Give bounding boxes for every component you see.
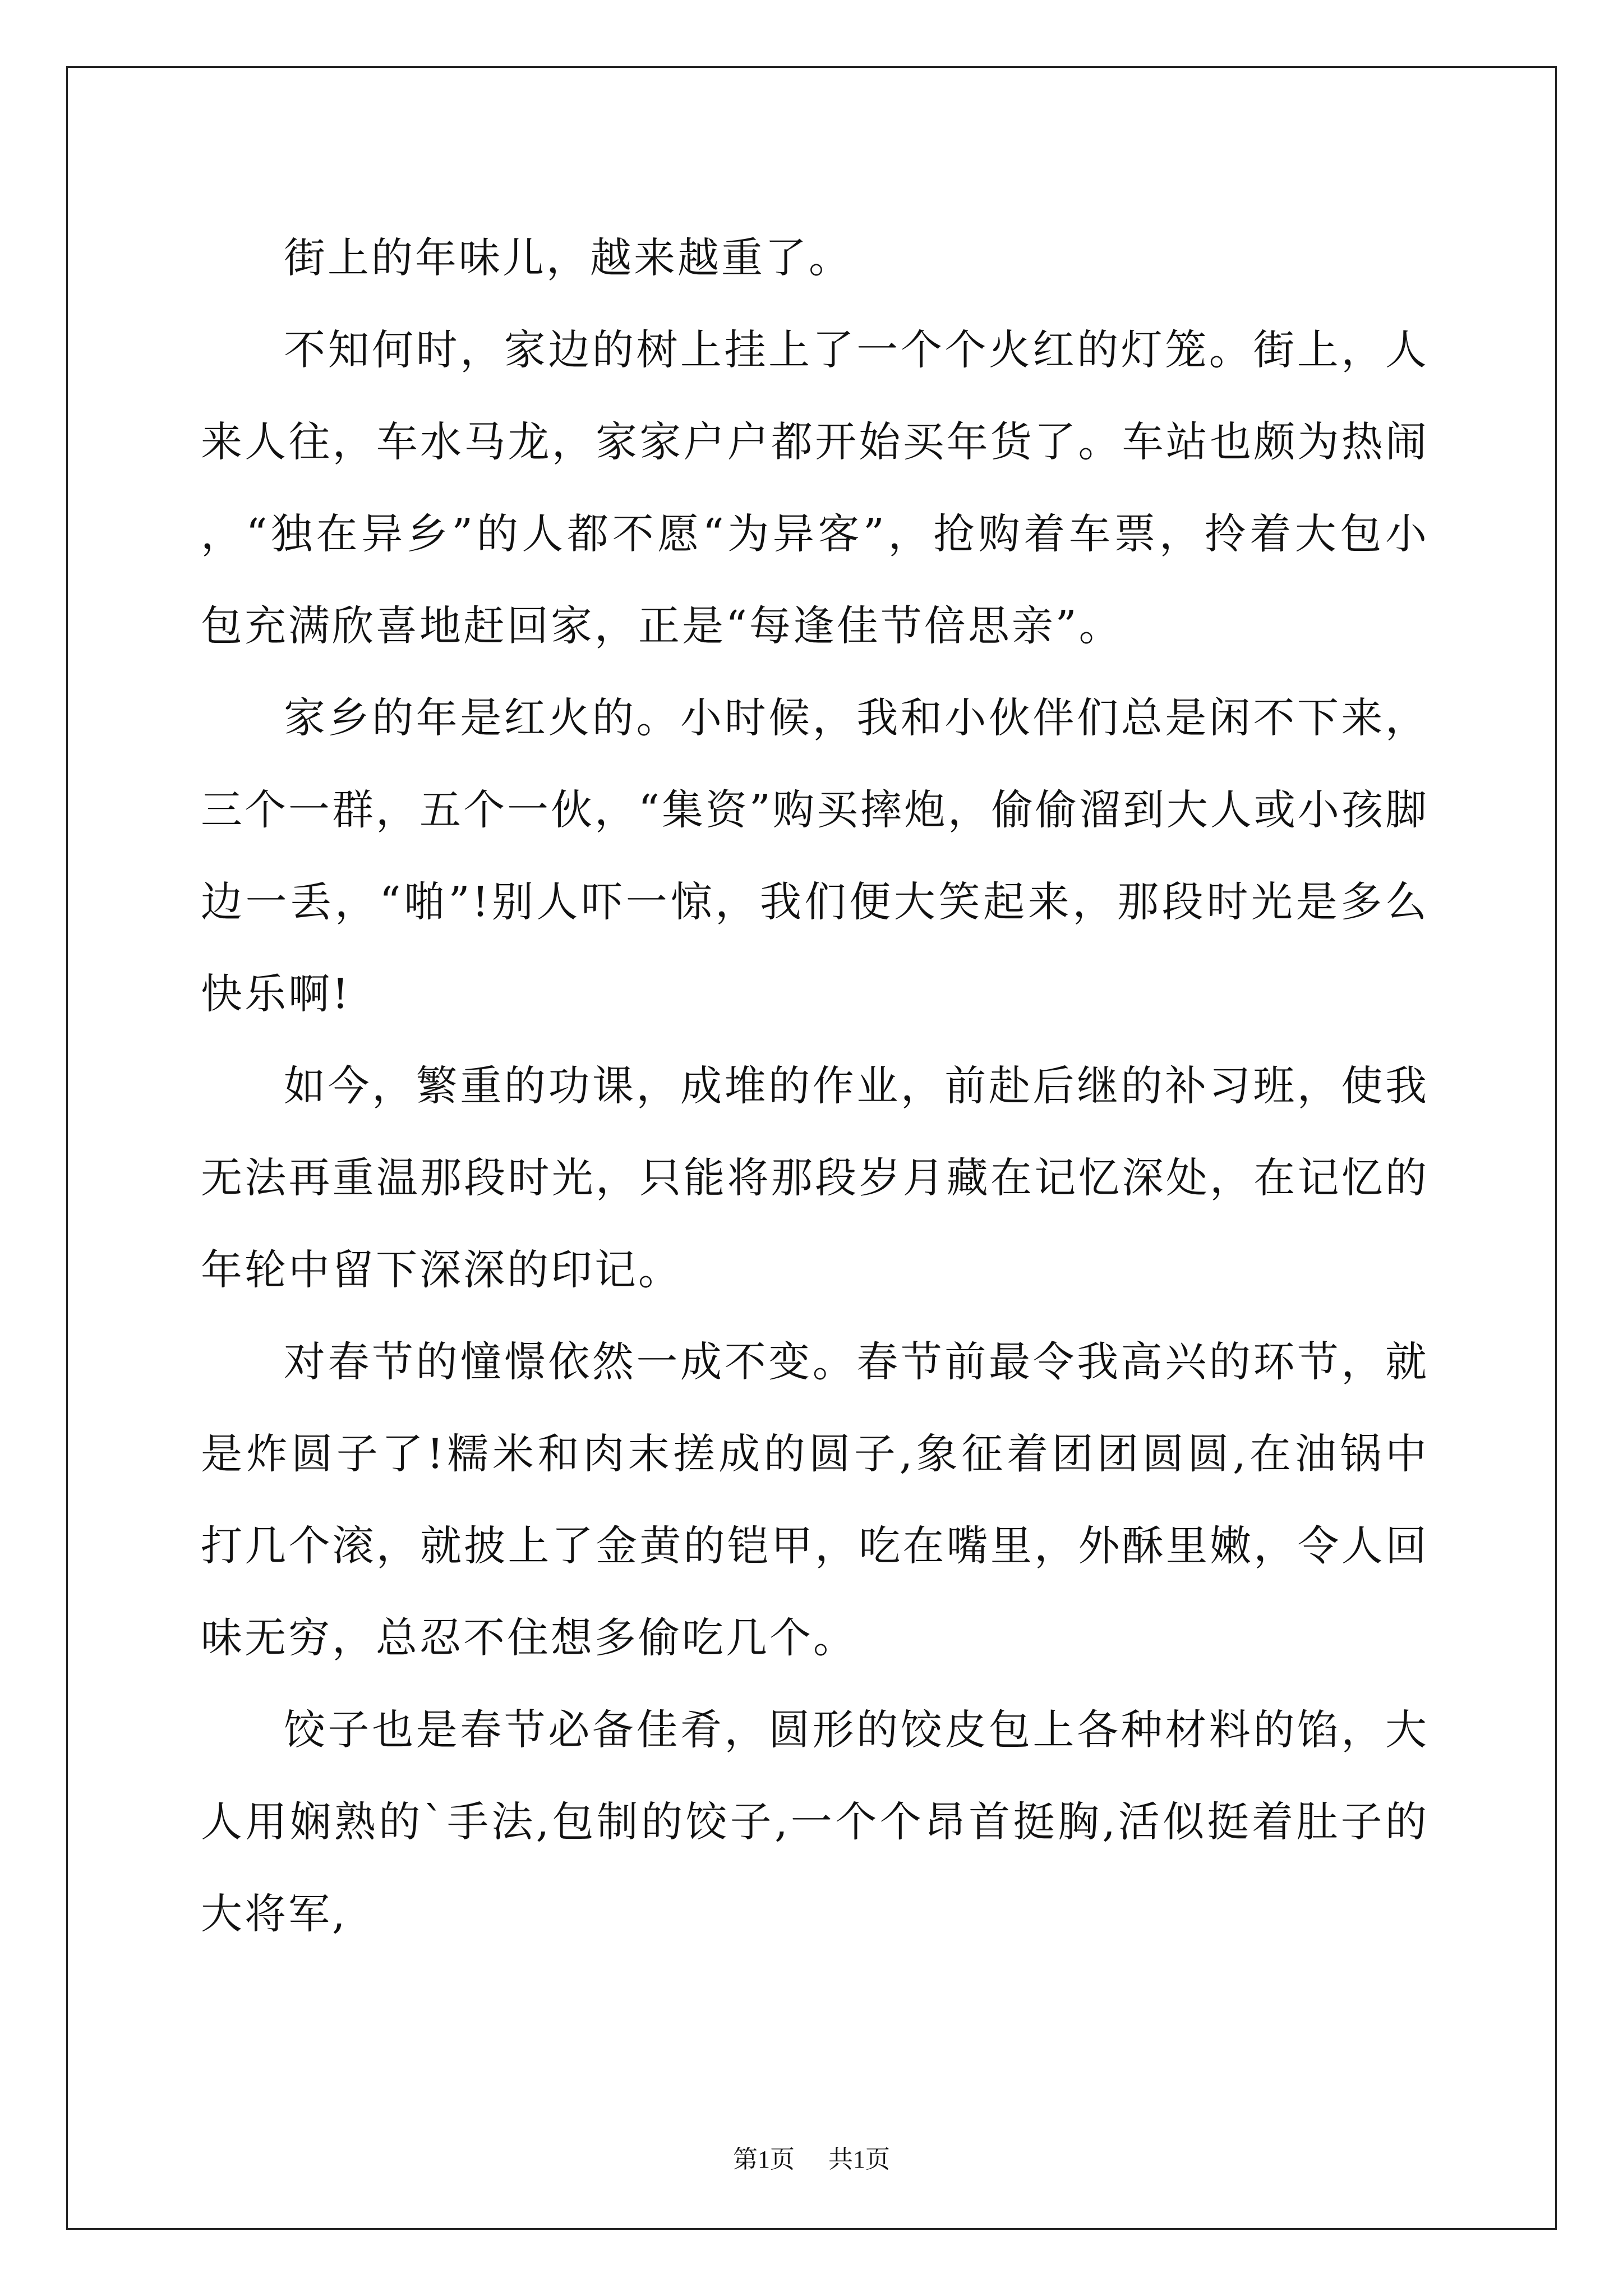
paragraph: 对春节的憧憬依然一成不变。春节前最令我高兴的环节，就是炸圆子了!糯米和肉末搓成的圆子,象征着团团圆圆,在油锅中打几个滚，就披上了金黄的铠甲，吃在嘴里，外酥里嫩，令人回味无穷，总忍不住想多偷吃几个。 — [201, 1338, 1429, 1662]
paragraph: 不知何时，家边的树上挂上了一个个火红的灯笼。街上，人来人往，车水马龙，家家户户都开始买年货了。车站也颇为热闹，“独在异乡”的人都不愿“为异客”，抢购着车票，拎着大包小包充满欣喜地赶回家，正是“每逢佳节倍思亲”。 — [201, 326, 1429, 650]
paragraph: 饺子也是春节必备佳肴，圆形的饺皮包上各种材料的馅，大人用娴熟的`手法,包制的饺子,一个个昂首挺胸,活似挺着肚子的大将军, — [201, 1706, 1429, 1938]
paragraph: 家乡的年是红火的。小时候，我和小伙伴们总是闲不下来，三个一群，五个一伙，“集资”购买摔炮，偷偷溜到大人或小孩脚边一丢，“啪”!别人吓一惊，我们便大笑起来，那段时光是多么快乐啊! — [201, 694, 1429, 1018]
paragraph: 如今，繁重的功课，成堆的作业，前赴后继的补习班，使我无法再重温那段时光，只能将那段岁月藏在记忆深处，在记忆的年轮中留下深深的印记。 — [201, 1062, 1429, 1294]
page-number: 第1页 — [733, 2146, 795, 2173]
document-body — [201, 212, 1429, 1960]
page-footer — [0, 2143, 1623, 2177]
paragraph: 街上的年味儿，越来越重了。 — [284, 234, 852, 282]
page-total: 共1页 — [828, 2146, 890, 2173]
